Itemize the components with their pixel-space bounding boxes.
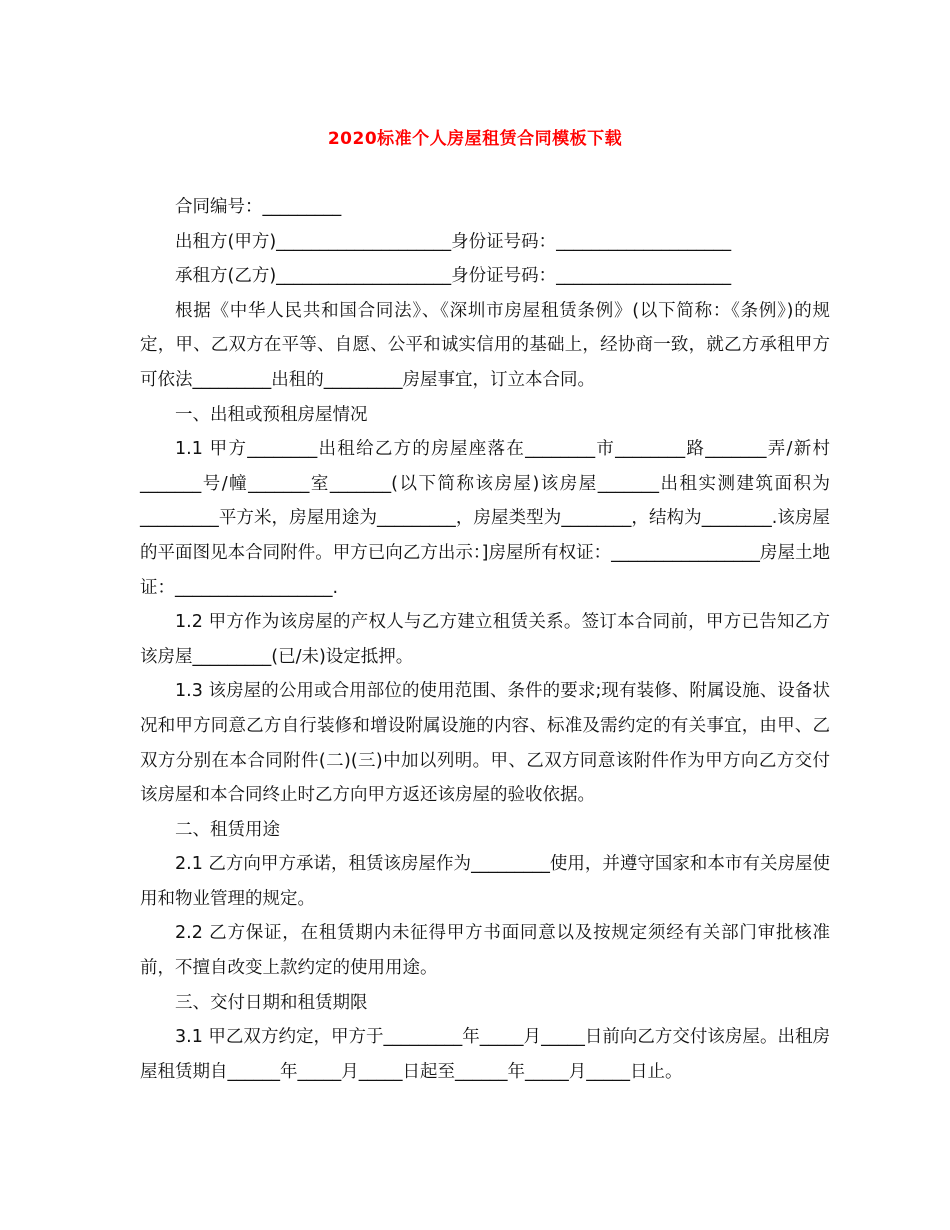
lessee-line: 承租方(乙方)____________________身份证号码：____________________ [175,266,732,287]
clause-1-1: 1.1 甲方________出租给乙方的房屋座落在________市________路_______弄/新村_______号/幢_______室_______(以下简称该房屋)该房屋_______出租实测建筑面积为_________平方米，房屋用途为_________，房屋类型为________，结构为________.该房屋的平面图见本合同附件。甲方已向乙方出示：]房屋所有权证：_________________房屋土地证：__________________. [140,439,830,598]
section-heading-3: 三、交付日期和租赁期限 [175,992,368,1013]
contract-number-line: 合同编号：_________ [175,197,342,217]
clause-1-2: 1.2 甲方作为该房屋的产权人与乙方建立租赁关系。签订本合同前，甲方已告知乙方该房屋_________(已/未)设定抵押。 [140,612,830,667]
preamble-paragraph: 根据《中华人民共和国合同法》、《深圳市房屋租赁条例》(以下简称：《条例》)的规定，甲、乙双方在平等、自愿、公平和诚实信用的基础上，经协商一致，就乙方承租甲方可依法_________出租的_________房屋事宜，订立本合同。 [140,300,830,390]
clause-2-1: 2.1 乙方向甲方承诺，租赁该房屋作为_________使用，并遵守国家和本市有关房屋使用和物业管理的规定。 [140,854,830,909]
document-title: 2020标准个人房屋租赁合同模板下载 [327,129,623,149]
lessor-line: 出租方(甲方)____________________身份证号码：____________________ [175,231,732,252]
clause-1-3: 1.3 该房屋的公用或合用部位的使用范围、条件的要求;现有装修、附属设施、设备状况和甲方同意乙方自行装修和增设附属设施的内容、标准及需约定的有关事宜，由甲、乙双方分别在本合同附件(二)(三)中加以列明。甲、乙双方同意该附件作为甲方向乙方交付该房屋和本合同终止时乙方向甲方返还该房屋的验收依据。 [140,681,830,806]
clause-2-2: 2.2 乙方保证，在租赁期内未征得甲方书面同意以及按规定须经有关部门审批核准前，不擅自改变上款约定的使用用途。 [140,923,830,979]
clause-3-1: 3.1 甲乙双方约定，甲方于_________年_____月_____日前向乙方交付该房屋。出租房屋租赁期自______年_____月_____日起至______年_____月_____日止。 [140,1027,830,1082]
document-body [140,190,830,1089]
section-heading-2: 二、租赁用途 [175,819,280,840]
section-heading-1: 一、出租或预租房屋情况 [175,404,368,425]
